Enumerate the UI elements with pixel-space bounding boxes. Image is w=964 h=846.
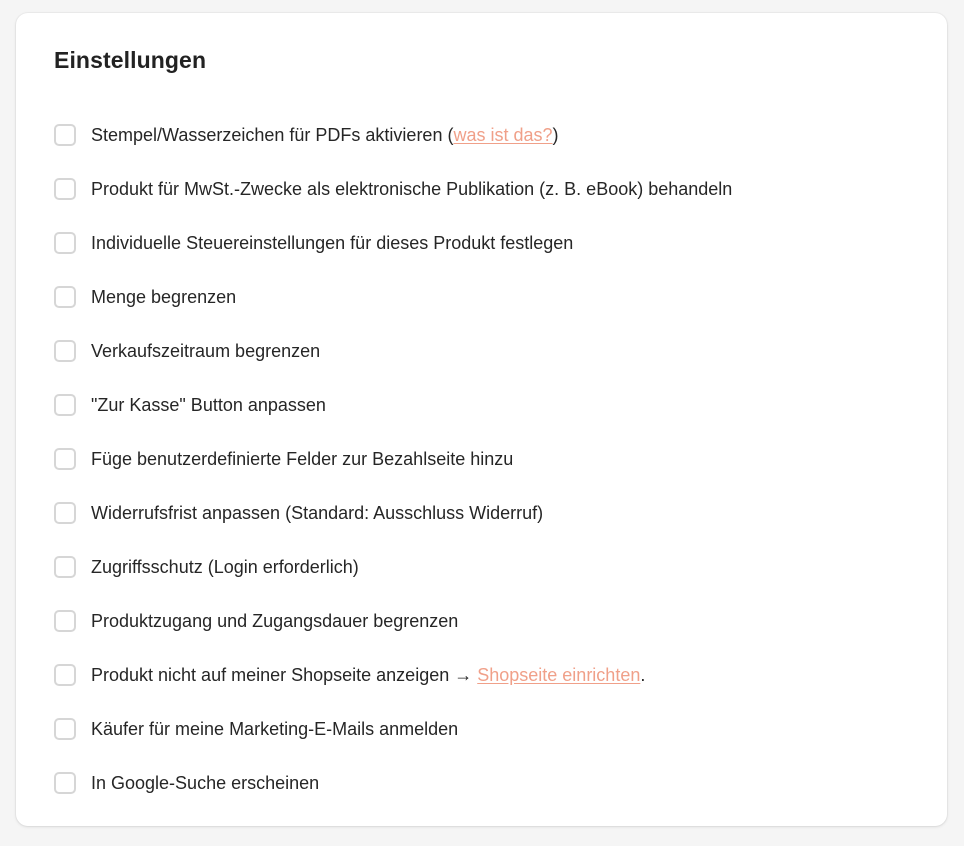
option-label: "Zur Kasse" Button anpassen [91, 395, 326, 415]
checkbox[interactable] [54, 232, 76, 254]
option-label-suffix: . [640, 665, 646, 685]
checkbox[interactable] [54, 124, 76, 146]
settings-options-list [54, 108, 732, 810]
option-label [91, 123, 559, 147]
option-label: Individuelle Steuereinstellungen für dieses Produkt festlegen [91, 233, 574, 253]
option-label: Verkaufszeitraum begrenzen [91, 341, 321, 361]
option-limit-sales-period[interactable] [54, 324, 732, 378]
checkbox[interactable] [54, 340, 76, 362]
option-label: Füge benutzerdefinierte Felder zur Bezahlseite hinzu [91, 449, 514, 469]
option-label-text: Stempel/Wasserzeichen für PDFs aktivieren ( [91, 125, 454, 145]
option-label: Produktzugang und Zugangsdauer begrenzen [91, 611, 459, 631]
checkbox[interactable] [54, 610, 76, 632]
option-label: In Google-Suche erscheinen [91, 773, 320, 793]
option-withdrawal-period[interactable] [54, 486, 732, 540]
option-limit-quantity[interactable] [54, 270, 732, 324]
option-label [91, 663, 645, 687]
checkbox[interactable] [54, 394, 76, 416]
checkbox[interactable] [54, 718, 76, 740]
option-label-suffix: ) [552, 125, 559, 145]
checkbox[interactable] [54, 664, 76, 686]
option-label: Zugriffsschutz (Login erforderlich) [91, 557, 359, 577]
settings-title: Einstellungen [54, 47, 207, 73]
option-label: Produkt für MwSt.-Zwecke als elektronische Publikation (z. B. eBook) behandeln [91, 179, 733, 199]
option-custom-fields[interactable] [54, 432, 732, 486]
option-custom-tax[interactable] [54, 216, 732, 270]
option-ebook-vat[interactable] [54, 162, 732, 216]
what-is-this-link[interactable]: was ist das? [453, 125, 553, 145]
checkbox[interactable] [54, 286, 76, 308]
option-checkout-button[interactable] [54, 378, 732, 432]
checkbox[interactable] [54, 556, 76, 578]
option-label: Menge begrenzen [91, 287, 237, 307]
option-label: Käufer für meine Marketing-E-Mails anmelden [91, 719, 459, 739]
option-pdf-watermark[interactable] [54, 108, 732, 162]
checkbox[interactable] [54, 502, 76, 524]
checkbox[interactable] [54, 178, 76, 200]
option-access-protection[interactable] [54, 540, 732, 594]
option-google-search[interactable] [54, 756, 732, 810]
checkbox[interactable] [54, 448, 76, 470]
option-hide-from-shop[interactable] [54, 648, 732, 702]
option-access-duration[interactable] [54, 594, 732, 648]
setup-shop-page-link[interactable]: Shopseite einrichten [477, 665, 641, 685]
settings-card [16, 13, 947, 826]
option-label-text: Produkt nicht auf meiner Shopseite anzeigen → [91, 665, 478, 685]
checkbox[interactable] [54, 772, 76, 794]
option-marketing-emails[interactable] [54, 702, 732, 756]
option-label: Widerrufsfrist anpassen (Standard: Ausschluss Widerruf) [91, 503, 544, 523]
